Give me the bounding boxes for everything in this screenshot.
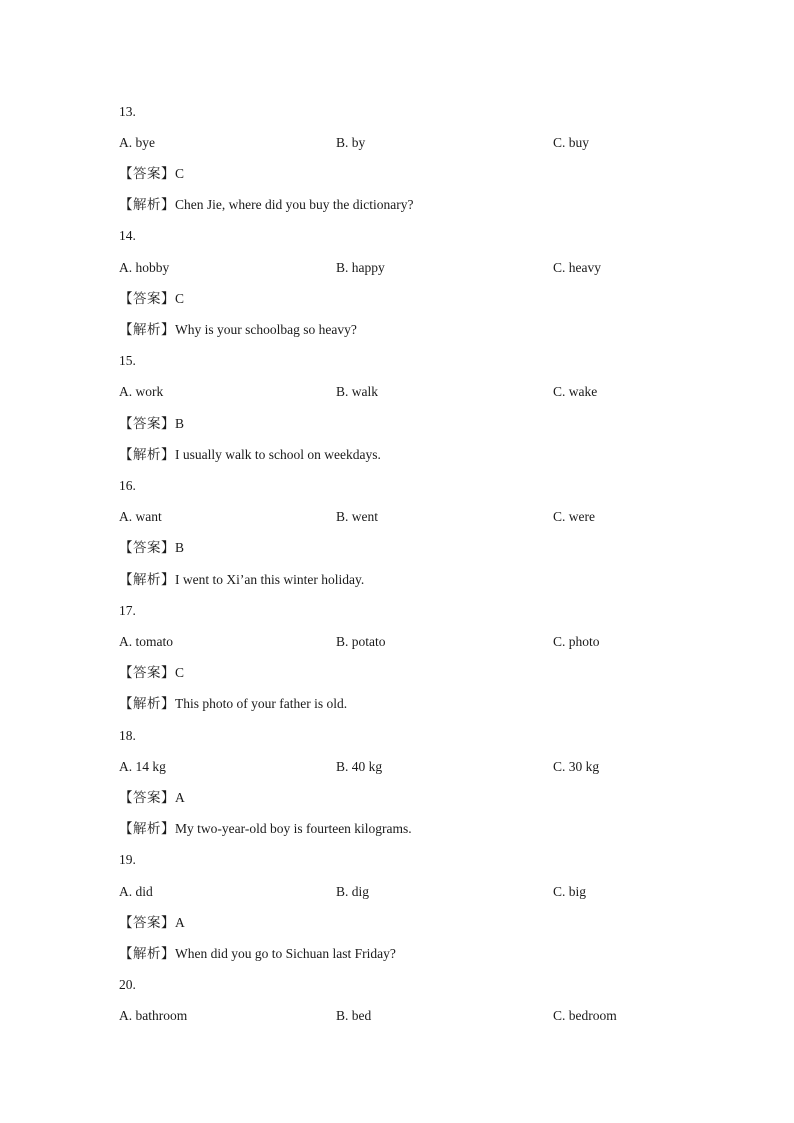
option-b: B. by xyxy=(336,135,366,150)
option-c: C. were xyxy=(553,509,595,524)
answer-value: A xyxy=(175,915,185,930)
question-number: 14. xyxy=(119,228,136,243)
answer-value: B xyxy=(175,540,185,555)
option-c: C. buy xyxy=(553,135,590,150)
option-a: A. bathroom xyxy=(119,1008,188,1023)
question-number: 19. xyxy=(119,852,136,867)
option-a: A. work xyxy=(119,384,164,399)
option-c: C. photo xyxy=(553,634,600,649)
analysis-label: 【解析】 xyxy=(119,447,175,462)
answer-line xyxy=(119,915,185,931)
analysis-label: 【解析】 xyxy=(119,197,175,212)
answer-value: C xyxy=(175,166,185,181)
analysis-label: 【解析】 xyxy=(119,572,175,587)
option-c: C. big xyxy=(553,884,587,899)
answer-line xyxy=(119,790,185,806)
answer-line xyxy=(119,416,184,432)
answer-label: 【答案】 xyxy=(119,915,175,930)
analysis-text: My two-year-old boy is fourteen kilograms. xyxy=(175,821,412,836)
analysis-label: 【解析】 xyxy=(119,322,175,337)
option-a: A. bye xyxy=(119,135,155,150)
answer-line xyxy=(119,665,184,681)
analysis-label: 【解析】 xyxy=(119,946,175,961)
answer-label: 【答案】 xyxy=(119,665,175,680)
answer-value: C xyxy=(175,291,185,306)
analysis-line xyxy=(119,696,347,712)
analysis-label: 【解析】 xyxy=(119,821,175,836)
option-a: A. did xyxy=(119,884,153,899)
analysis-label: 【解析】 xyxy=(119,696,175,711)
analysis-line xyxy=(119,572,364,588)
analysis-text: When did you go to Sichuan last Friday? xyxy=(175,946,396,961)
option-c: C. 30 kg xyxy=(553,759,600,774)
analysis-text: Why is your schoolbag so heavy? xyxy=(175,322,357,337)
question-number: 20. xyxy=(119,977,136,992)
option-b: B. bed xyxy=(336,1008,372,1023)
analysis-line xyxy=(119,197,413,213)
answer-value: C xyxy=(175,665,185,680)
option-c: C. heavy xyxy=(553,260,601,275)
answer-label: 【答案】 xyxy=(119,416,175,431)
question-number: 15. xyxy=(119,353,136,368)
answer-label: 【答案】 xyxy=(119,291,175,306)
option-c: C. wake xyxy=(553,384,598,399)
analysis-line xyxy=(119,322,357,338)
option-c: C. bedroom xyxy=(553,1008,617,1023)
option-b: B. potato xyxy=(336,634,386,649)
answer-label: 【答案】 xyxy=(119,790,175,805)
answer-line xyxy=(119,166,184,182)
question-number: 18. xyxy=(119,728,136,743)
question-number: 13. xyxy=(119,104,136,119)
analysis-text: This photo of your father is old. xyxy=(175,696,348,711)
option-b: B. dig xyxy=(336,884,370,899)
analysis-text: I usually walk to school on weekdays. xyxy=(175,447,381,462)
answer-line xyxy=(119,540,184,556)
question-number: 16. xyxy=(119,478,136,493)
answer-value: B xyxy=(175,416,185,431)
option-b: B. went xyxy=(336,509,378,524)
answer-line xyxy=(119,291,184,307)
option-b: B. walk xyxy=(336,384,378,399)
analysis-text: Chen Jie, where did you buy the dictionary? xyxy=(175,197,414,212)
option-a: A. want xyxy=(119,509,162,524)
answer-label: 【答案】 xyxy=(119,166,175,181)
option-a: A. 14 kg xyxy=(119,759,166,774)
analysis-line xyxy=(119,821,412,837)
analysis-line xyxy=(119,447,381,463)
option-b: B. 40 kg xyxy=(336,759,383,774)
analysis-line xyxy=(119,946,396,962)
question-number: 17. xyxy=(119,603,136,618)
analysis-text: I went to Xi’an this winter holiday. xyxy=(175,572,365,587)
option-b: B. happy xyxy=(336,260,385,275)
answer-value: A xyxy=(175,790,185,805)
answer-label: 【答案】 xyxy=(119,540,175,555)
option-a: A. tomato xyxy=(119,634,173,649)
option-a: A. hobby xyxy=(119,260,170,275)
